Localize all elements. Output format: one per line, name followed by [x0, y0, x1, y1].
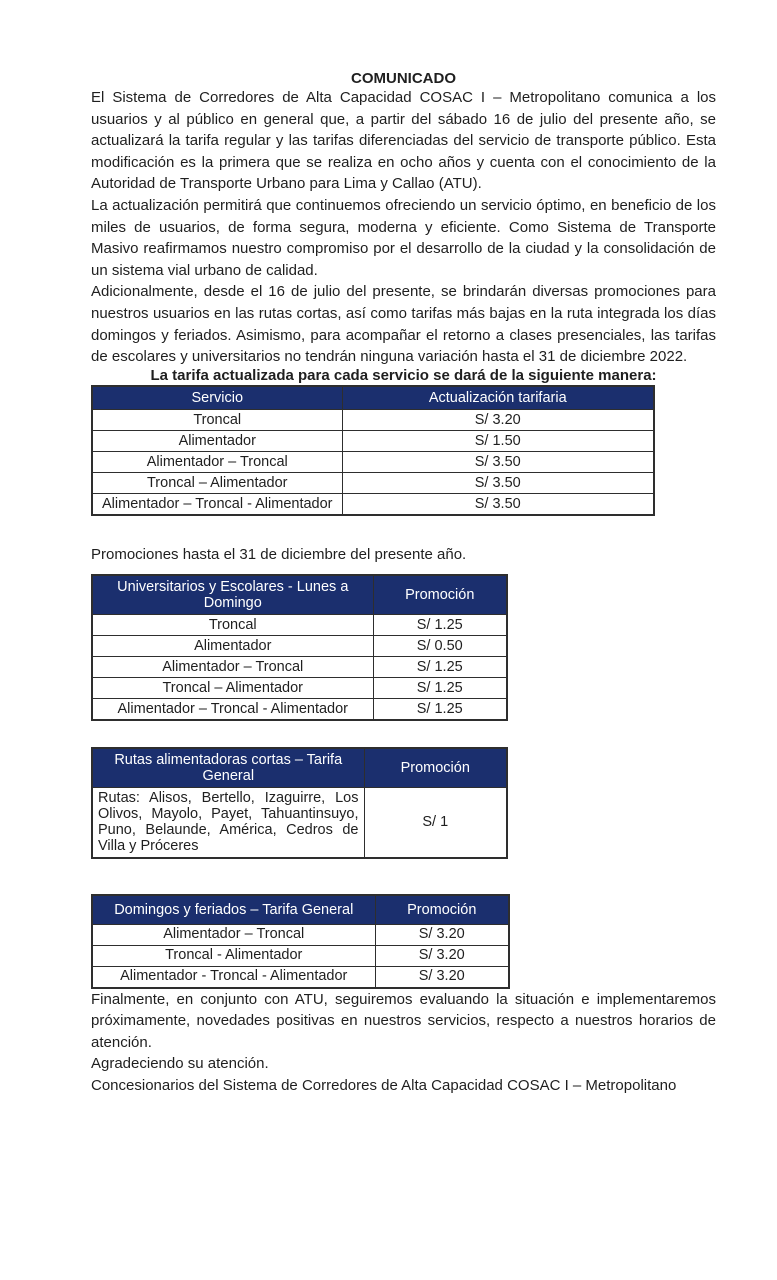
promo-cell: S/ 1 — [364, 787, 507, 857]
signature-line: Concesionarios del Sistema de Corredores de Alta Capacidad COSAC I – Metropolitano — [91, 1076, 677, 1094]
table-row — [92, 635, 507, 656]
service-cell: Alimentador – Troncal — [92, 656, 373, 677]
promo-cell: S/ 1.25 — [373, 677, 507, 698]
table-row — [92, 966, 509, 988]
service-cell: Troncal — [92, 409, 342, 430]
promo-cell: S/ 0.50 — [373, 635, 507, 656]
table-row — [92, 493, 654, 515]
table-row — [92, 656, 507, 677]
fare-cell: S/ 1.50 — [342, 430, 654, 451]
service-cell: Alimentador – Troncal — [92, 451, 342, 472]
thanks-line: Agradeciendo su atención. — [91, 1055, 269, 1073]
intro-paragraph-2: La actualización permitirá que continuemos ofreciendo un servicio óptimo, en beneficio de los miles de usuarios, de forma segura, moderna y eficiente. Como Sistema de Transporte Masivo reafirmamos nuestro compromiso por el desarrollo de la ciudad y la consolidación de un sistema vial urbano de calidad. — [91, 196, 716, 279]
service-cell: Alimentador – Troncal — [92, 924, 375, 945]
table-header-row — [92, 895, 509, 925]
promo-cell: S/ 1.25 — [373, 656, 507, 677]
sunday-holiday-table — [91, 894, 510, 989]
fares-heading: La tarifa actualizada para cada servicio se dará de la siguiente manera: — [150, 366, 657, 384]
table-row — [92, 614, 507, 635]
table-row — [92, 430, 654, 451]
promo-cell: S/ 3.20 — [375, 966, 509, 988]
header-cell-domingos: Domingos y feriados – Tarifa General — [92, 895, 375, 925]
service-cell: Troncal – Alimentador — [92, 472, 342, 493]
fare-cell: S/ 3.50 — [342, 451, 654, 472]
routes-list-cell: Rutas: Alisos, Bertello, Izaguirre, Los Olivos, Mayolo, Payet, Tahuantinsuyo, Puno, Belaunde, América, Cedros de Villa y Próceres — [92, 787, 364, 857]
service-cell: Troncal – Alimentador — [92, 677, 373, 698]
header-cell-rutas-cortas: Rutas alimentadoras cortas – Tarifa General — [92, 748, 364, 788]
service-cell: Alimentador – Troncal - Alimentador — [92, 493, 342, 515]
promos-heading: Promociones hasta el 31 de diciembre del presente año. — [91, 545, 467, 563]
service-cell: Alimentador — [92, 430, 342, 451]
header-cell-actualizacion: Actualización tarifaria — [342, 386, 654, 410]
service-cell: Troncal — [92, 614, 373, 635]
service-cell: Alimentador – Troncal - Alimentador — [92, 698, 373, 720]
student-promo-table — [91, 574, 508, 721]
table-row — [92, 945, 509, 966]
intro-paragraph-3: Adicionalmente, desde el 16 de julio del presente, se brindarán diversas promociones para nuestros usuarios en las rutas cortas, así como tarifas más bajas en la ruta integrada los días domingos y feriados. Asimismo, para acompañar el retorno a clases presenciales, las tarifas de escolares y universitarios no tendrán ninguna variación hasta el 31 de diciembre 2022. — [91, 283, 716, 366]
fare-cell: S/ 3.50 — [342, 493, 654, 515]
fare-cell: S/ 3.50 — [342, 472, 654, 493]
closing-paragraph: Finalmente, en conjunto con ATU, seguiremos evaluando la situación e implementaremos próximamente, novedades positivas en nuestros servicios, respecto a nuestros horarios de atención. — [91, 990, 716, 1051]
header-cell-promocion: Promoción — [375, 895, 509, 925]
fares-table — [91, 385, 655, 516]
table-row — [92, 677, 507, 698]
intro-paragraph-1: El Sistema de Corredores de Alta Capacidad COSAC I – Metropolitano comunica a los usuarios y al público en general que, a partir del sábado 16 de julio del presente año, se actualizará la tarifa regular y las tarifas diferenciadas del servicio de transporte público. Esta modificación es la primera que se realiza en ocho años y cuenta con el conocimiento de la Autoridad de Transporte Urbano para Lima y Callao (ATU). — [91, 89, 716, 193]
promo-cell: S/ 3.20 — [375, 945, 509, 966]
table-header-row — [92, 575, 507, 615]
table-row — [92, 451, 654, 472]
promo-cell: S/ 1.25 — [373, 614, 507, 635]
table-row — [92, 787, 507, 857]
table-row — [92, 698, 507, 720]
short-routes-table — [91, 747, 508, 859]
header-cell-promocion: Promoción — [364, 748, 507, 788]
service-cell: Troncal - Alimentador — [92, 945, 375, 966]
table-row — [92, 472, 654, 493]
header-cell-promocion: Promoción — [373, 575, 507, 615]
table-header-row — [92, 386, 654, 410]
table-row — [92, 409, 654, 430]
header-cell-universitarios: Universitarios y Escolares - Lunes a Domingo — [92, 575, 373, 615]
page-title: COMUNICADO — [351, 70, 456, 87]
promo-cell: S/ 1.25 — [373, 698, 507, 720]
table-header-row — [92, 748, 507, 788]
table-row — [92, 924, 509, 945]
service-cell: Alimentador - Troncal - Alimentador — [92, 966, 375, 988]
service-cell: Alimentador — [92, 635, 373, 656]
fare-cell: S/ 3.20 — [342, 409, 654, 430]
promo-cell: S/ 3.20 — [375, 924, 509, 945]
header-cell-servicio: Servicio — [92, 386, 342, 410]
